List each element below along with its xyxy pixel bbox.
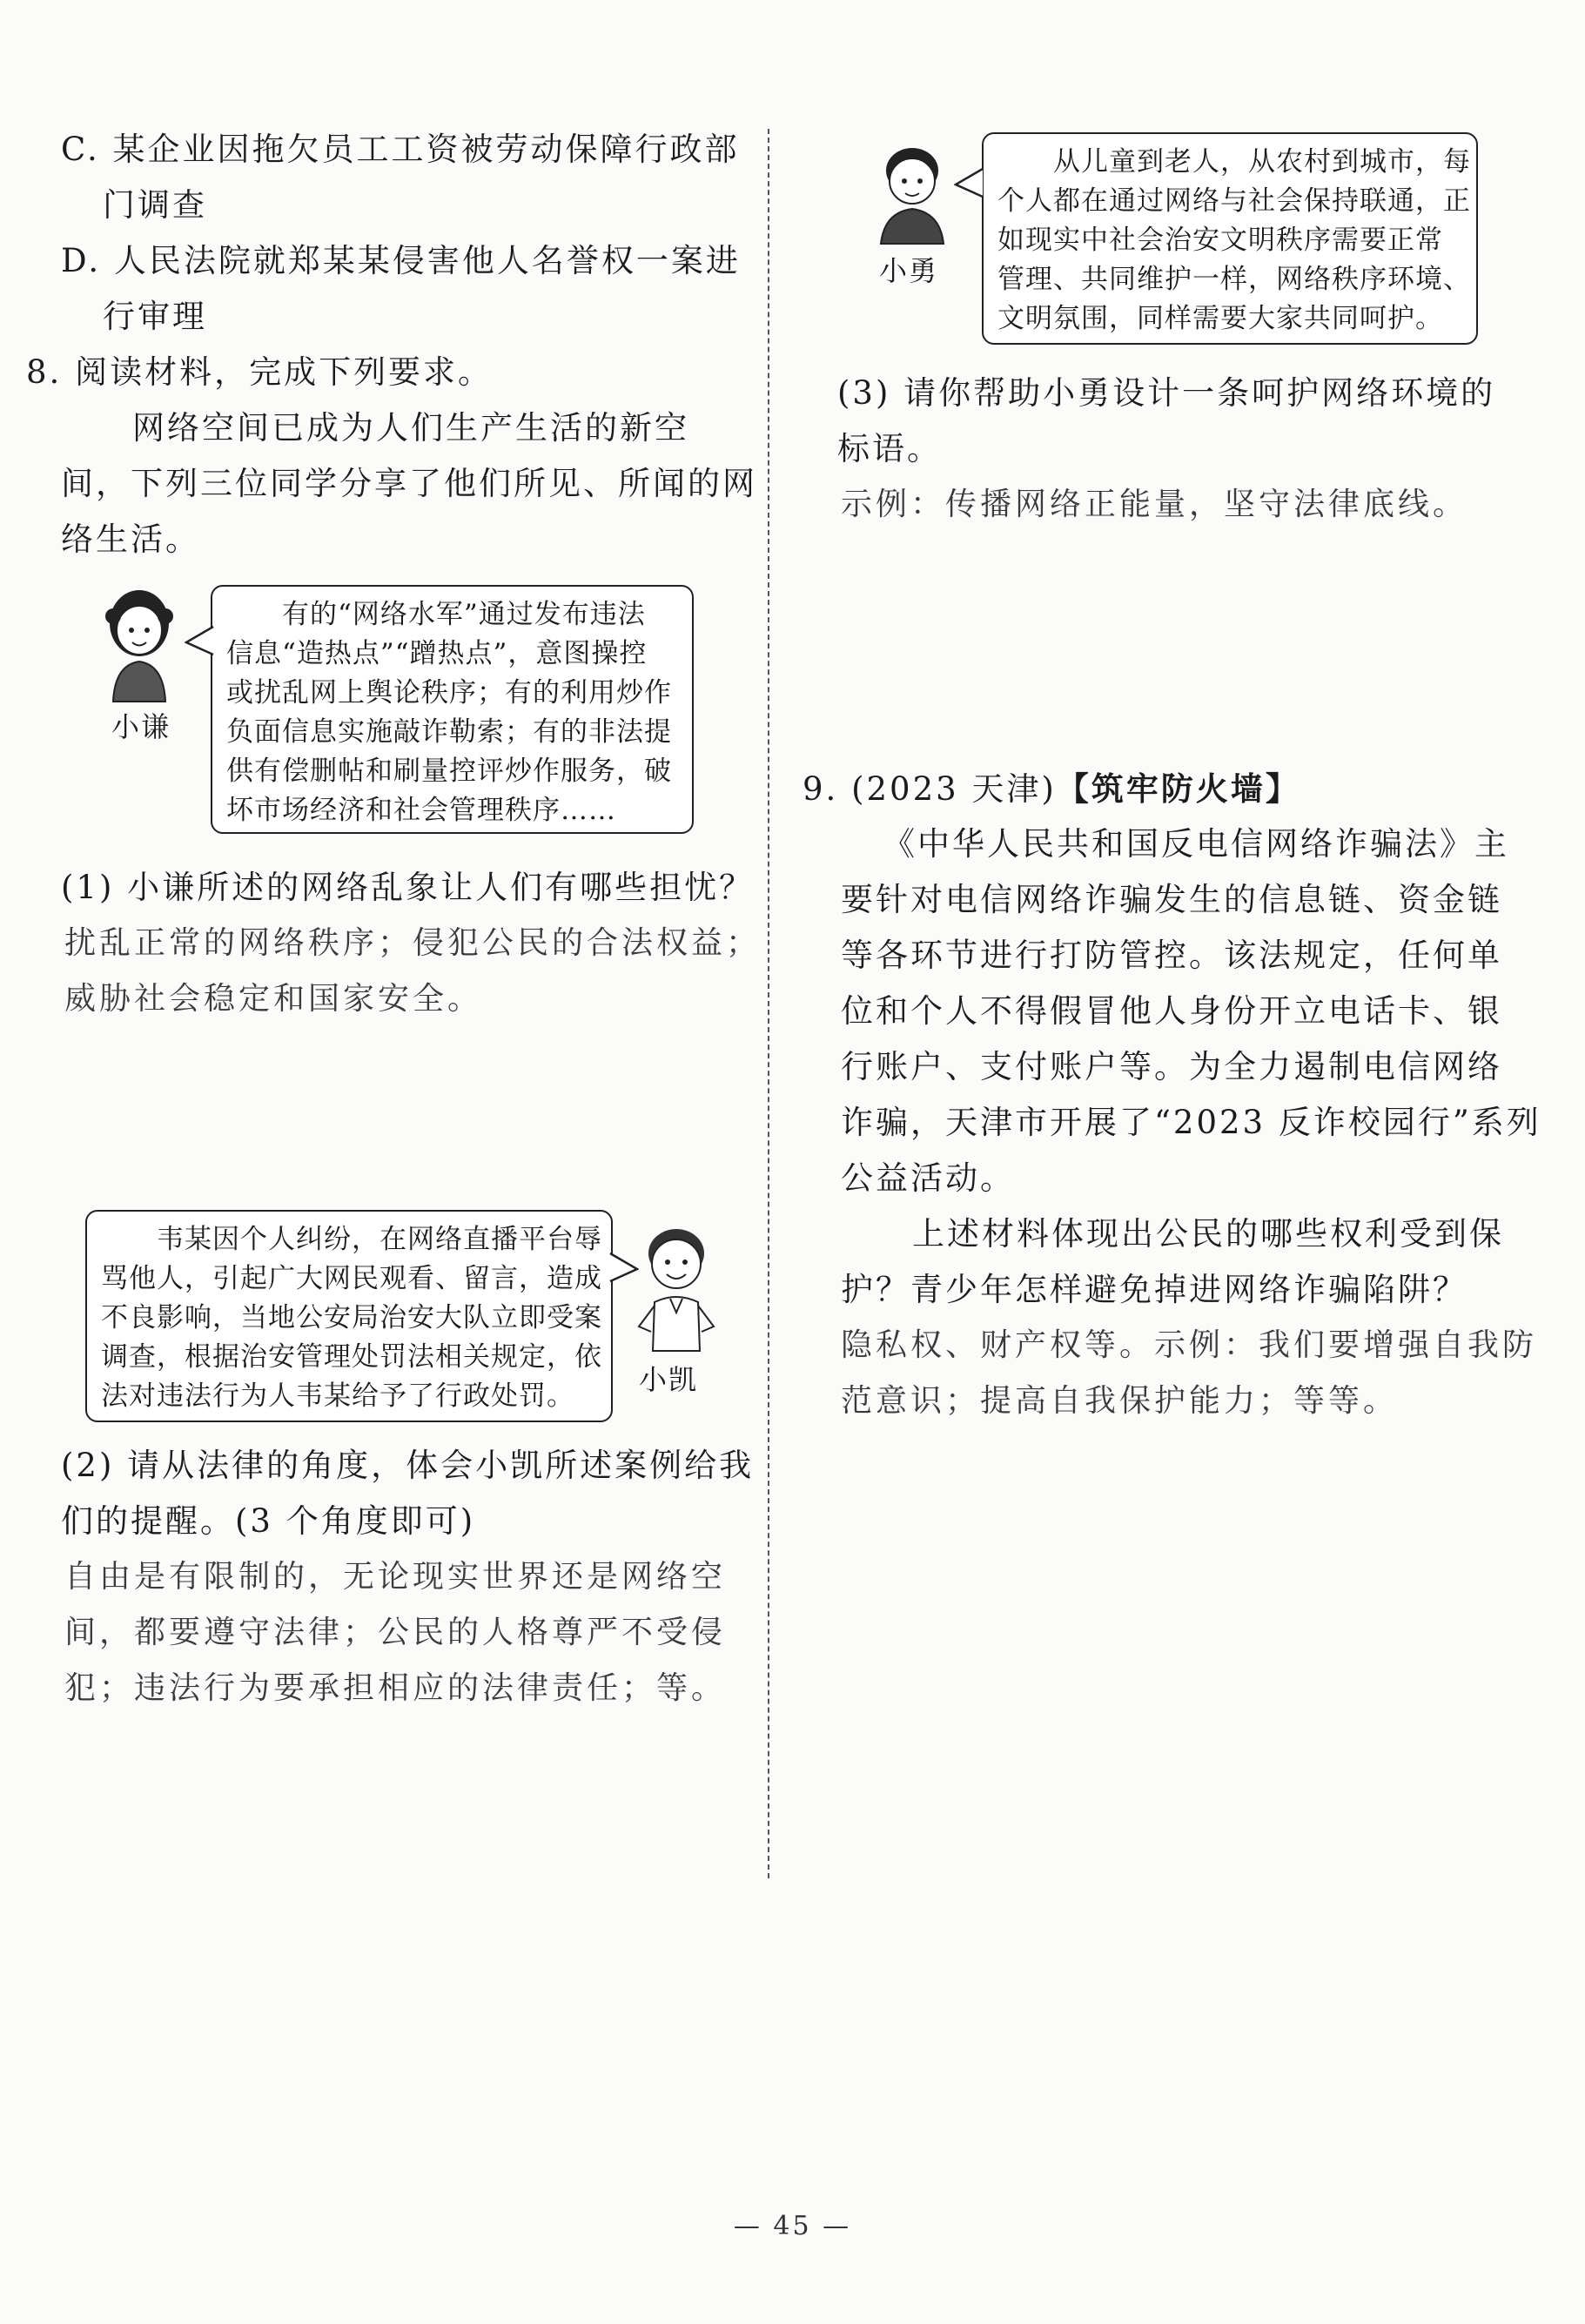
- q9-material-line-1: 《中华人民共和国反电信网络诈骗法》主: [883, 825, 1509, 863]
- q9-material-line-4: 位和个人不得假冒他人身份开立电话卡、银: [841, 992, 1502, 1030]
- xiaoyong-speech-bubble: [982, 132, 1478, 345]
- q8-1-question: (1) 小谦所述的网络乱象让人们有哪些担忧？: [61, 869, 755, 906]
- bubble-line: 坏市场经济和社会管理秩序……: [226, 795, 616, 826]
- q9-material-line-3: 等各环节进行打防管控。该法规定，任何单: [841, 937, 1502, 974]
- q9-material-line-7: 公益活动。: [841, 1159, 1015, 1197]
- bubble-line: 文明氛围，同样需要大家共同呵护。: [997, 303, 1443, 334]
- q9-answer-line-1: 隐私权、财产权等。示例：我们要增强自我防: [841, 1327, 1538, 1363]
- question-8-title: 8. 阅读材料，完成下列要求。: [26, 353, 494, 391]
- bubble-line: 法对违法行为人韦某给予了行政处罚。: [101, 1380, 574, 1412]
- bubble-line: 有的“网络水军”通过发布违法: [282, 599, 646, 630]
- bubble-line: 骂他人，引起广大网民观看、留言，造成: [101, 1263, 602, 1294]
- q9-material-line-5: 行账户、支付账户等。为全力遏制电信网络: [841, 1048, 1502, 1085]
- q9-question-line-2: 护？青少年怎样避免掉进网络诈骗陷阱？: [841, 1271, 1467, 1308]
- q8-3-question-line-2: 标语。: [837, 430, 942, 467]
- q8-3-question-line-1: (3) 请你帮助小勇设计一条呵护网络环境的: [837, 374, 1496, 412]
- q9-answer-line-2: 范意识；提高自我保护能力；等等。: [841, 1383, 1399, 1419]
- page-number: — 45 —: [733, 2211, 852, 2241]
- q9-question-line-1: 上述材料体现出公民的哪些权利受到保: [912, 1215, 1504, 1253]
- bubble-line: 负面信息实施敲诈勒索；有的非法提: [226, 716, 672, 748]
- q9-material-line-2: 要针对电信网络诈骗发生的信息链、资金链: [841, 881, 1502, 918]
- option-d-line-2: 行审理: [103, 298, 207, 335]
- q8-intro-line-3: 络生活。: [61, 521, 200, 558]
- xiaoyong-name: 小勇: [879, 254, 939, 287]
- bubble-line: 供有偿删帖和刷量控评炒作服务，破: [226, 756, 672, 787]
- column-divider: [768, 129, 769, 1878]
- bubble-line: 如现实中社会治安文明秩序需要正常: [997, 225, 1443, 256]
- bubble-line: 个人都在通过网络与社会保持联通，正: [997, 185, 1471, 217]
- xiaokai-boy-illustration: [628, 1222, 724, 1353]
- q9-source: 9. (2023 天津): [803, 770, 1057, 808]
- q8-2-answer-line-3: 犯；违法行为要承担相应的法律责任；等。: [64, 1670, 727, 1706]
- xiaoyong-boy-illustration: [869, 141, 956, 245]
- xiaoqian-speech-bubble: [211, 585, 694, 834]
- q8-2-question-line-2: 们的提醒。(3 个角度即可): [61, 1502, 476, 1540]
- bubble-line: 韦某因个人纠纷，在网络直播平台辱: [157, 1224, 602, 1255]
- q8-1-answer-line-2: 威胁社会稳定和国家安全。: [64, 981, 483, 1017]
- bubble-tail: [954, 165, 984, 200]
- q8-1-answer-line-1: 扰乱正常的网络秩序；侵犯公民的合法权益；: [64, 925, 762, 961]
- q8-intro-line-2: 间，下列三位同学分享了他们所见、所闻的网: [61, 465, 757, 502]
- xiaokai-name: 小凯: [639, 1363, 699, 1396]
- bubble-line: 管理、共同维护一样，网络秩序环境、: [997, 264, 1471, 295]
- q8-intro-line-1: 网络空间已成为人们生产生活的新空: [132, 409, 689, 447]
- xiaokai-speech-bubble: [85, 1210, 613, 1422]
- option-c-line-1: C. 某企业因拖欠员工工资被劳动保障行政部: [61, 131, 740, 168]
- q8-2-answer-line-1: 自由是有限制的，无论现实世界还是网络空: [64, 1559, 727, 1595]
- question-9-title: [803, 761, 1300, 817]
- bubble-line: 从儿童到老人，从农村到城市，每: [1053, 146, 1471, 178]
- bubble-line: 调查，根据治安管理处罚法相关规定，依: [101, 1341, 602, 1373]
- q9-tag: 【筑牢防火墙】: [1056, 769, 1300, 808]
- option-c-line-2: 门调查: [103, 186, 207, 224]
- q9-material-line-6: 诈骗，天津市开展了“2023 反诈校园行”系列: [841, 1104, 1541, 1141]
- bubble-line: 不良影响，当地公安局治安大队立即受案: [101, 1302, 602, 1333]
- q8-2-question-line-1: (2) 请从法律的角度，体会小凯所述案例给我: [61, 1447, 755, 1484]
- option-d-line-1: D. 人民法院就郑某某侵害他人名誉权一案进: [61, 242, 741, 279]
- xiaoqian-name: 小谦: [111, 710, 171, 743]
- xiaoqian-girl-illustration: [96, 581, 183, 703]
- q8-3-answer: 示例：传播网络正能量，坚守法律底线。: [841, 487, 1468, 522]
- bubble-line: 或扰乱网上舆论秩序；有的利用炒作: [226, 677, 672, 709]
- q8-2-answer-line-2: 间，都要遵守法律；公民的人格尊严不受侵: [64, 1615, 727, 1650]
- bubble-line: 信息“造热点”“蹭热点”，意图操控: [226, 638, 648, 669]
- bubble-tail: [185, 623, 214, 658]
